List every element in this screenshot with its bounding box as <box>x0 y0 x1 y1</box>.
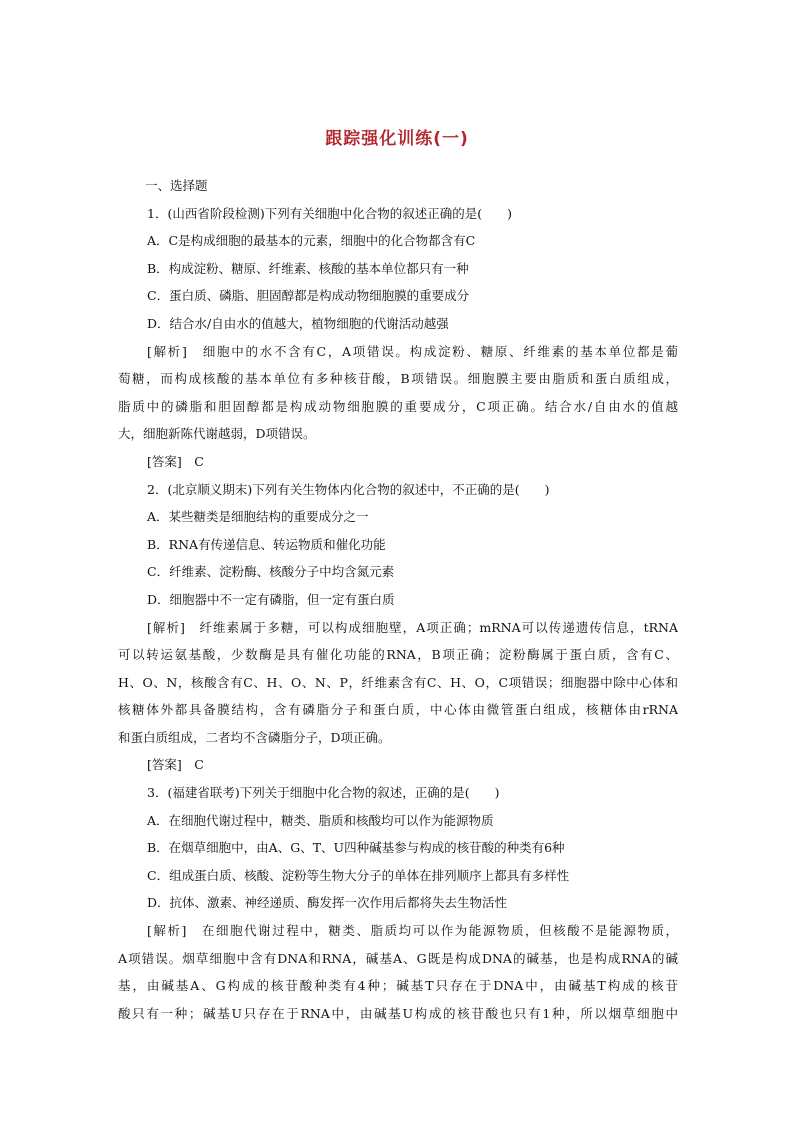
question-3-analysis-line: [解析] 在细胞代谢过程中，糖类、脂质均可以作为能源物质，但核酸不是能源物质， <box>147 923 678 939</box>
question-2-analysis-line: 和蛋白质组成，二者均不含磷脂分子，D项正确。 <box>118 729 391 745</box>
question-1-analysis-line: [解析] 细胞中的水不含有C，A项错误。构成淀粉、糖原、纤维素的基本单位都是葡 <box>147 343 678 359</box>
question-2-analysis-line: 核糖体外都具备膜结构，含有磷脂分子和蛋白质，中心体由微管蛋白组成，核糖体由rRNA <box>118 702 678 718</box>
question-1-option-d: D．结合水/自由水的值越大，植物细胞的代谢活动越强 <box>147 315 449 331</box>
question-1-option-b: B．构成淀粉、糖原、纤维素、核酸的基本单位都只有一种 <box>147 260 469 276</box>
question-1-analysis-line: 脂质中的磷脂和胆固醇都是构成动物细胞膜的重要成分，C项正确。结合水/自由水的值越 <box>118 398 678 414</box>
question-3-stem: 3．(福建省联考)下列关于细胞中化合物的叙述，正确的是( ) <box>147 785 500 801</box>
question-2-option-c: C．纤维素、淀粉酶、核酸分子中均含氮元素 <box>147 564 395 580</box>
question-3-analysis-line: 基，由碱基A、G构成的核苷酸种类有4种；碱基T只存在于DNA中，由碱基T构成的核苷 <box>118 978 678 994</box>
question-3-option-b: B．在烟草细胞中，由A、G、T、U四种碱基参与构成的核苷酸的种类有6种 <box>147 840 565 856</box>
question-1-analysis-line: 大，细胞新陈代谢越弱，D项错误。 <box>118 426 316 442</box>
question-1-answer: [答案] C <box>147 453 204 469</box>
question-2-answer: [答案] C <box>147 757 204 773</box>
question-2-stem: 2．(北京顺义期末)下列有关生物体内化合物的叙述中，不正确的是( ) <box>147 481 550 497</box>
question-2-analysis-line: [解析] 纤维素属于多糖，可以构成细胞壁，A项正确；mRNA可以传递遗传信息，tRNA <box>147 619 678 635</box>
question-1-analysis-line: 萄糖，而构成核酸的基本单位有多种核苷酸，B项错误。细胞膜主要由脂质和蛋白质组成， <box>118 371 678 387</box>
question-3-option-c: C．组成蛋白质、核酸、淀粉等生物大分子的单体在排列顺序上都具有多样性 <box>147 867 570 883</box>
question-2-option-d: D．细胞器中不一定有磷脂，但一定有蛋白质 <box>147 591 395 607</box>
question-3-option-a: A．在细胞代谢过程中，糖类、脂质和核酸均可以作为能源物质 <box>147 812 494 828</box>
section-heading: 一、选择题 <box>145 178 208 193</box>
page-title: 跟踪强化训练(一) <box>325 129 469 149</box>
question-1-option-a: A．C是构成细胞的最基本的元素，细胞中的化合物都含有C <box>147 233 476 249</box>
question-3-analysis-line: 酸只有一种；碱基U只存在于RNA中，由碱基U构成的核苷酸也只有1种，所以烟草细胞中 <box>118 1005 678 1021</box>
question-3-option-d: D．抗体、激素、神经递质、酶发挥一次作用后都将失去生物活性 <box>147 895 508 911</box>
question-2-option-b: B．RNA有传递信息、转运物质和催化功能 <box>147 536 386 552</box>
question-2-option-a: A．某些糖类是细胞结构的重要成分之一 <box>147 509 369 525</box>
question-2-analysis-line: 可以转运氨基酸，少数酶是具有催化功能的RNA，B项正确；淀粉酶属于蛋白质，含有C、 <box>118 647 678 663</box>
question-1-option-c: C．蛋白质、磷脂、胆固醇都是构成动物细胞膜的重要成分 <box>147 288 470 304</box>
question-2-analysis-line: H、O、N，核酸含有C、H、O、N、P，纤维素含有C、H、O，C项错误；细胞器中除中心体和 <box>118 674 678 690</box>
question-3-analysis-line: A项错误。烟草细胞中含有DNA和RNA，碱基A、G既是构成DNA的碱基，也是构成RNA的碱 <box>118 950 678 966</box>
question-1-stem: 1．(山西省阶段检测)下列有关细胞中化合物的叙述正确的是( ) <box>147 205 512 221</box>
document-body <box>118 172 678 1027</box>
